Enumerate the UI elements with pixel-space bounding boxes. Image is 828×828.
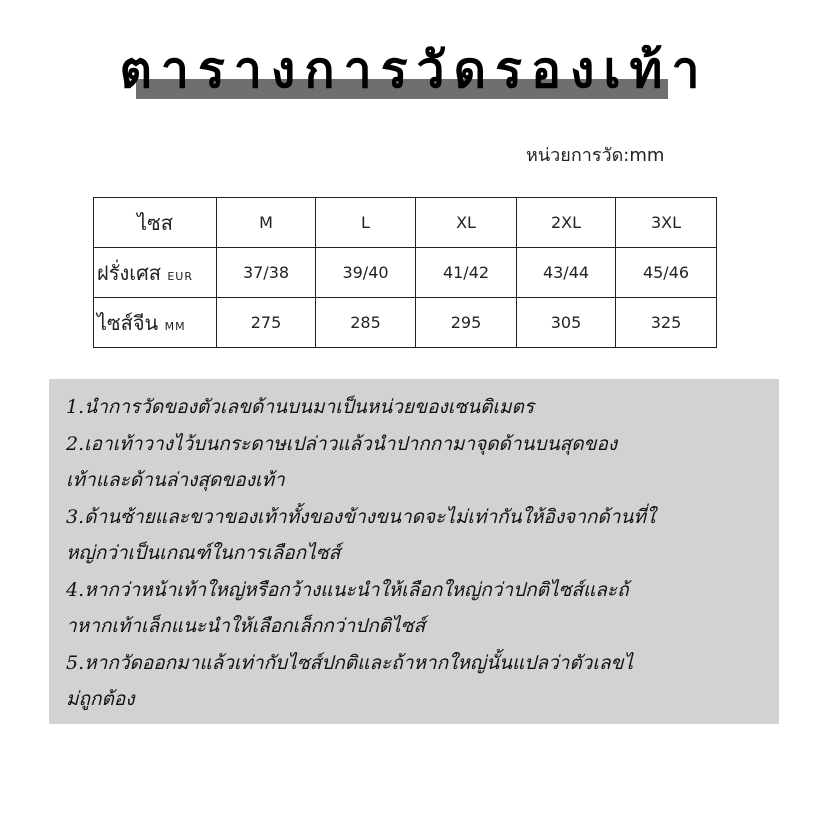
table-cell: 37/38: [217, 248, 316, 298]
table-cell: 285: [316, 298, 416, 348]
table-row: [94, 298, 717, 348]
table-cell: 43/44: [517, 248, 616, 298]
table-header-row: [94, 198, 717, 248]
table-cell: 41/42: [416, 248, 517, 298]
header-cell: M: [217, 198, 316, 248]
table-cell: 325: [616, 298, 717, 348]
row-label-eur: [94, 248, 217, 298]
size-table: [93, 197, 717, 348]
header-cell: XL: [416, 198, 517, 248]
header-cell: L: [316, 198, 416, 248]
header-cell: 2XL: [517, 198, 616, 248]
row-label-unit: MM: [164, 319, 186, 333]
note-line: เท้าและด้านล่างสุดของเท้า: [66, 469, 285, 491]
header-cell: 3XL: [616, 198, 717, 248]
row-label-text: ฝรั่งเศส: [97, 260, 161, 285]
table-cell: 45/46: [616, 248, 717, 298]
note-line: าหากเท้าเล็กแนะนำให้เลือกเล็กกว่าปกติไซส์: [66, 615, 426, 637]
table-cell: 275: [217, 298, 316, 348]
note-line: หญ่กว่าเป็นเกณฑ์ในการเลือกไซส์: [66, 542, 341, 564]
row-label-unit: EUR: [167, 269, 193, 283]
row-label-mm: [94, 298, 217, 348]
unit-label: หน่วยการวัด:mm: [526, 145, 665, 166]
table-cell: 305: [517, 298, 616, 348]
note-line: 1.นำการวัดของตัวเลขด้านบนมาเป็นหน่วยของเซนติเมตร: [66, 396, 535, 418]
table-cell: 295: [416, 298, 517, 348]
note-line: 2.เอาเท้าวางไว้บนกระดาษเปล่าวแล้วนำปากกามาจุดด้านบนสุดของ: [66, 432, 618, 455]
page-title: ตารางการวัดรองเท้า: [119, 41, 709, 99]
instructions-panel: [49, 379, 779, 724]
table-row: [94, 248, 717, 298]
row-label-text: ไซส์จีน: [97, 310, 159, 335]
header-cell-size: ไซส: [94, 198, 217, 248]
note-line: 3.ด้านซ้ายและขวาของเท้าทั้งของข้างขนาดจะไม่เท่ากันให้อิงจากด้านที่ใ: [66, 505, 656, 528]
note-line: 5.หากวัดออกมาแล้วเท่ากับไซส์ปกติและถ้าหากใหญ่นั้นแปลว่าตัวเลขไ: [66, 651, 634, 674]
note-line: ม่ถูกต้อง: [66, 688, 135, 710]
table-cell: 39/40: [316, 248, 416, 298]
note-line: 4.หากว่าหน้าเท้าใหญ่หรือกว้างแนะนำให้เลือกใหญ่กว่าปกติไซส์และถ้: [66, 578, 629, 601]
